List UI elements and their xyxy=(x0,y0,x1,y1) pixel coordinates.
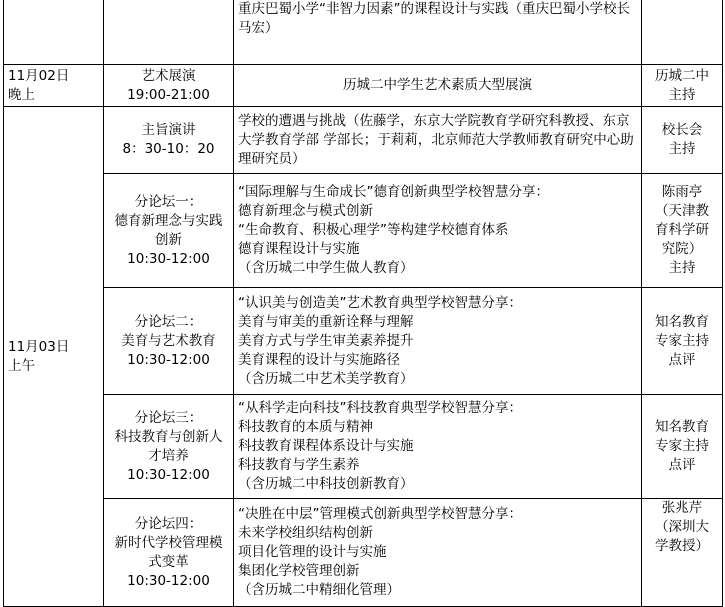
host-cell xyxy=(642,107,723,174)
session-cell xyxy=(104,499,234,607)
content-line: 集团化学校管理创新 xyxy=(238,563,360,579)
forum-title: 科技教育与创新人才培养 xyxy=(114,428,223,464)
content-line: （含历城二中精细化管理） xyxy=(238,582,400,598)
date-text: 11月03日 xyxy=(8,338,70,355)
schedule-table xyxy=(3,0,723,607)
host-cell xyxy=(642,499,723,607)
table-row xyxy=(4,288,723,395)
host-text: 点评 xyxy=(668,351,696,368)
host-text: 主持 xyxy=(668,260,696,276)
forum-number: 分论坛四： xyxy=(134,515,203,532)
content-line: “生命教育、积极心理学”等构建学校德育体系 xyxy=(238,222,509,238)
host-text: 校长会 xyxy=(661,122,703,138)
content-line: 科技教育的本质与精神 xyxy=(238,419,373,435)
session-time: 19:00-21:00 xyxy=(127,86,210,103)
content-cell xyxy=(234,107,642,174)
date-cell xyxy=(4,107,104,607)
time-of-day-text: 上午 xyxy=(8,357,35,374)
content-cell xyxy=(234,288,642,395)
content-cell xyxy=(234,174,642,288)
session-cell xyxy=(104,174,234,288)
host-text: 历城二中 xyxy=(655,67,709,84)
content-line: “从科学走向科技”科技教育典型学校智慧分享： xyxy=(238,400,522,416)
content-line: 项目化管理的设计与实施 xyxy=(238,544,387,560)
content-line: 德育新理念与模式创新 xyxy=(238,203,373,219)
host-text: 知名教育 xyxy=(655,313,709,330)
content-text: 重庆巴蜀小学“非智力因素”的课程设计与实践（重庆巴蜀小学校长马宏） xyxy=(238,1,630,36)
session-time: 8：30-10：20 xyxy=(122,141,215,157)
content-line: 科技教育与学生素养 xyxy=(238,457,360,473)
table-row xyxy=(4,395,723,499)
host-cell xyxy=(642,288,723,395)
table-row xyxy=(4,499,723,607)
content-line: 科技教育课程体系设计与实施 xyxy=(238,438,414,454)
content-line: “认识美与创造美”艺术教育典型学校智慧分享： xyxy=(238,294,522,311)
host-text: 育科学研 xyxy=(655,222,709,238)
host-text: 究院） xyxy=(661,241,703,257)
host-text: 张兆芹 xyxy=(661,500,703,516)
table-row xyxy=(4,107,723,174)
table-row xyxy=(4,0,723,65)
session-cell xyxy=(104,0,234,65)
table-row xyxy=(4,65,723,107)
content-line: （含历城二中艺术美学教育） xyxy=(238,370,414,387)
session-title: 主旨演讲 xyxy=(141,122,196,138)
content-text: 历城二中学生艺术素质大型展演 xyxy=(343,77,532,93)
forum-title: 新时代学校管理模式变革 xyxy=(114,534,223,570)
host-text: 主持 xyxy=(668,141,696,157)
session-time: 10:30-12:00 xyxy=(127,351,210,368)
content-line: 美育课程的设计与实施路径 xyxy=(238,351,400,368)
table-row xyxy=(4,174,723,288)
content-cell xyxy=(234,499,642,607)
host-text: 专家主持 xyxy=(655,438,709,454)
content-cell xyxy=(234,65,642,107)
session-cell xyxy=(104,107,234,174)
forum-title: 美育与艺术教育 xyxy=(121,332,216,349)
date-cell xyxy=(4,0,104,65)
session-cell xyxy=(104,288,234,395)
host-cell xyxy=(642,395,723,499)
content-line: （含历城二中学生做人教育） xyxy=(238,260,414,276)
forum-number: 分论坛二： xyxy=(134,313,203,330)
host-text: 专家主持 xyxy=(655,332,709,349)
host-cell xyxy=(642,0,723,65)
date-text: 11月02日 xyxy=(8,67,70,84)
forum-number: 分论坛三： xyxy=(134,409,203,426)
content-cell xyxy=(234,0,642,65)
host-cell xyxy=(642,65,723,107)
date-cell xyxy=(4,65,104,107)
host-text: 主持 xyxy=(668,86,696,103)
content-line: “国际理解与生命成长”德育创新典型学校智慧分享： xyxy=(238,184,549,200)
content-line: “决胜在中层”管理模式创新典型学校智慧分享： xyxy=(238,506,522,522)
host-text: （天津教 xyxy=(655,203,709,219)
content-line: （含历城二中科技创新教育） xyxy=(238,476,414,492)
forum-title: 德育新理念与实践创新 xyxy=(114,212,223,248)
session-title: 艺术展演 xyxy=(141,67,196,84)
session-time: 10:30-12:00 xyxy=(127,250,210,267)
session-cell xyxy=(104,395,234,499)
host-text: 陈雨亭 xyxy=(661,184,703,200)
host-text: 知名教育 xyxy=(655,419,709,435)
host-cell xyxy=(642,174,723,288)
time-of-day-text: 晚上 xyxy=(8,86,35,103)
forum-number: 分论坛一： xyxy=(134,193,203,210)
session-time: 10:30-12:00 xyxy=(127,466,210,483)
session-time: 10:30-12:00 xyxy=(127,572,210,589)
host-text: 点评 xyxy=(668,457,696,473)
content-line: 未来学校组织结构创新 xyxy=(238,525,373,541)
session-cell xyxy=(104,65,234,107)
content-line: 美育与审美的重新诠释与理解 xyxy=(238,313,414,330)
content-cell xyxy=(234,395,642,499)
host-text: 学教授） xyxy=(655,538,709,554)
content-line: 德育课程设计与实施 xyxy=(238,241,360,257)
host-text: （深圳大 xyxy=(655,519,709,535)
content-line: 美育方式与学生审美素养提升 xyxy=(238,332,414,349)
content-text: 学校的遭遇与挑战（佐藤学，东京大学院教育学研究科教授、东京大学教育学部 学部长；于莉莉，北京师范大学教师教育研究中心助理研究员） xyxy=(238,112,634,167)
